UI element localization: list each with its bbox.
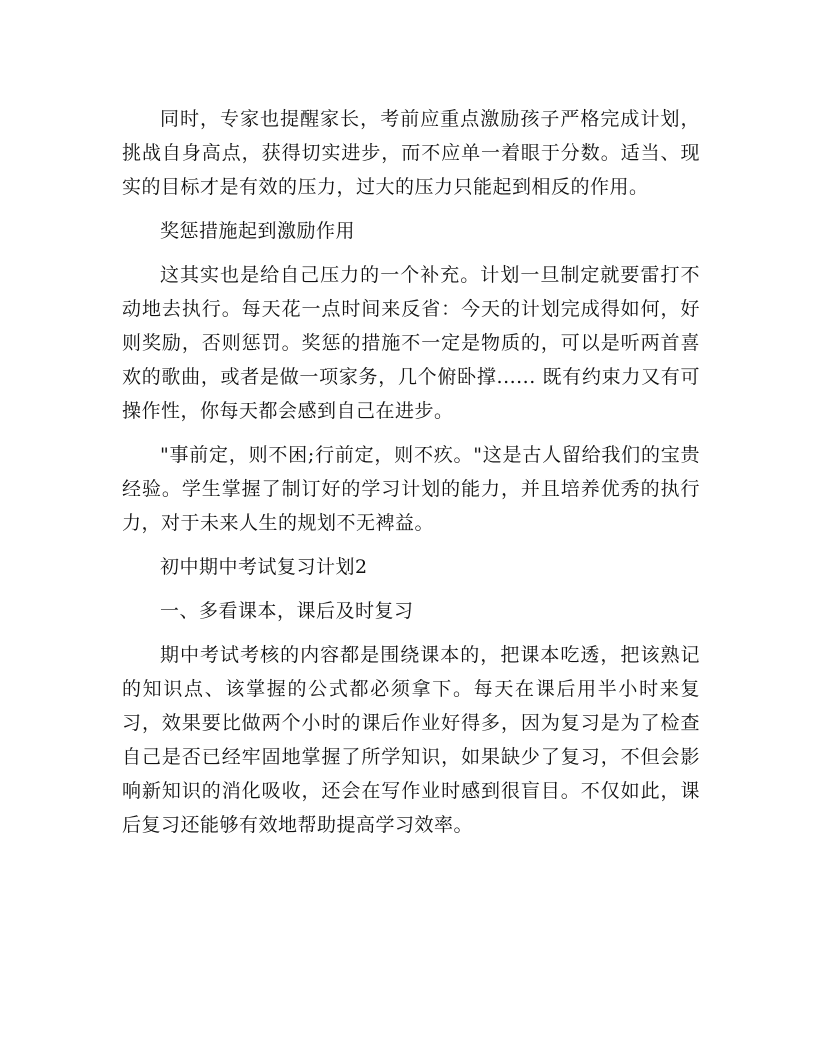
paragraph-textbook-review: 期中考试考核的内容都是围绕课本的，把课本吃透，把该熟记的知识点、该掌握的公式都必须拿下。每天在课后用半小时来复习，效果要比做两个小时的课后作业好得多，因为复习是为了检查自己是否已经牢固地掌握了所学知识，如果缺少了复习，不但会影响新知识的消化吸收，还会在写作业时感到很盲目。不仅如此，课后复习还能够有效地帮助提高学习效率。 (122, 644, 700, 836)
paragraph-ancient-quote: "事前定，则不困;行前定，则不疚。"这是古人留给我们的宝贵经验。学生掌握了制订好的学习计划的能力，并且培养优秀的执行力，对于未来人生的规划不无裨益。 (122, 444, 700, 534)
heading-review-plan-2: 初中期中考试复习计划2 (160, 556, 368, 578)
paragraph-encourage-goals: 同时，专家也提醒家长，考前应重点激励孩子严格完成计划，挑战自身高点，获得切实进步，而不应单一着眼于分数。适当、现实的目标才是有效的压力，过大的压力只能起到相反的作用。 (122, 108, 700, 198)
paragraph-self-pressure: 这其实也是给自己压力的一个补充。计划一旦制定就要雷打不动地去执行。每天花一点时间来反省：今天的计划完成得如何，好则奖励，否则惩罚。奖惩的措施不一定是物质的，可以是听两首喜欢的歌曲，或者是做一项家务，几个俯卧撑...... 既有约束力又有可操作性，你每天都会感到自己在进步。 (122, 264, 700, 422)
heading-read-textbook: 一、多看课本，课后及时复习 (160, 600, 414, 622)
heading-reward-punishment: 奖惩措施起到激励作用 (160, 220, 356, 242)
document-body (122, 102, 700, 852)
